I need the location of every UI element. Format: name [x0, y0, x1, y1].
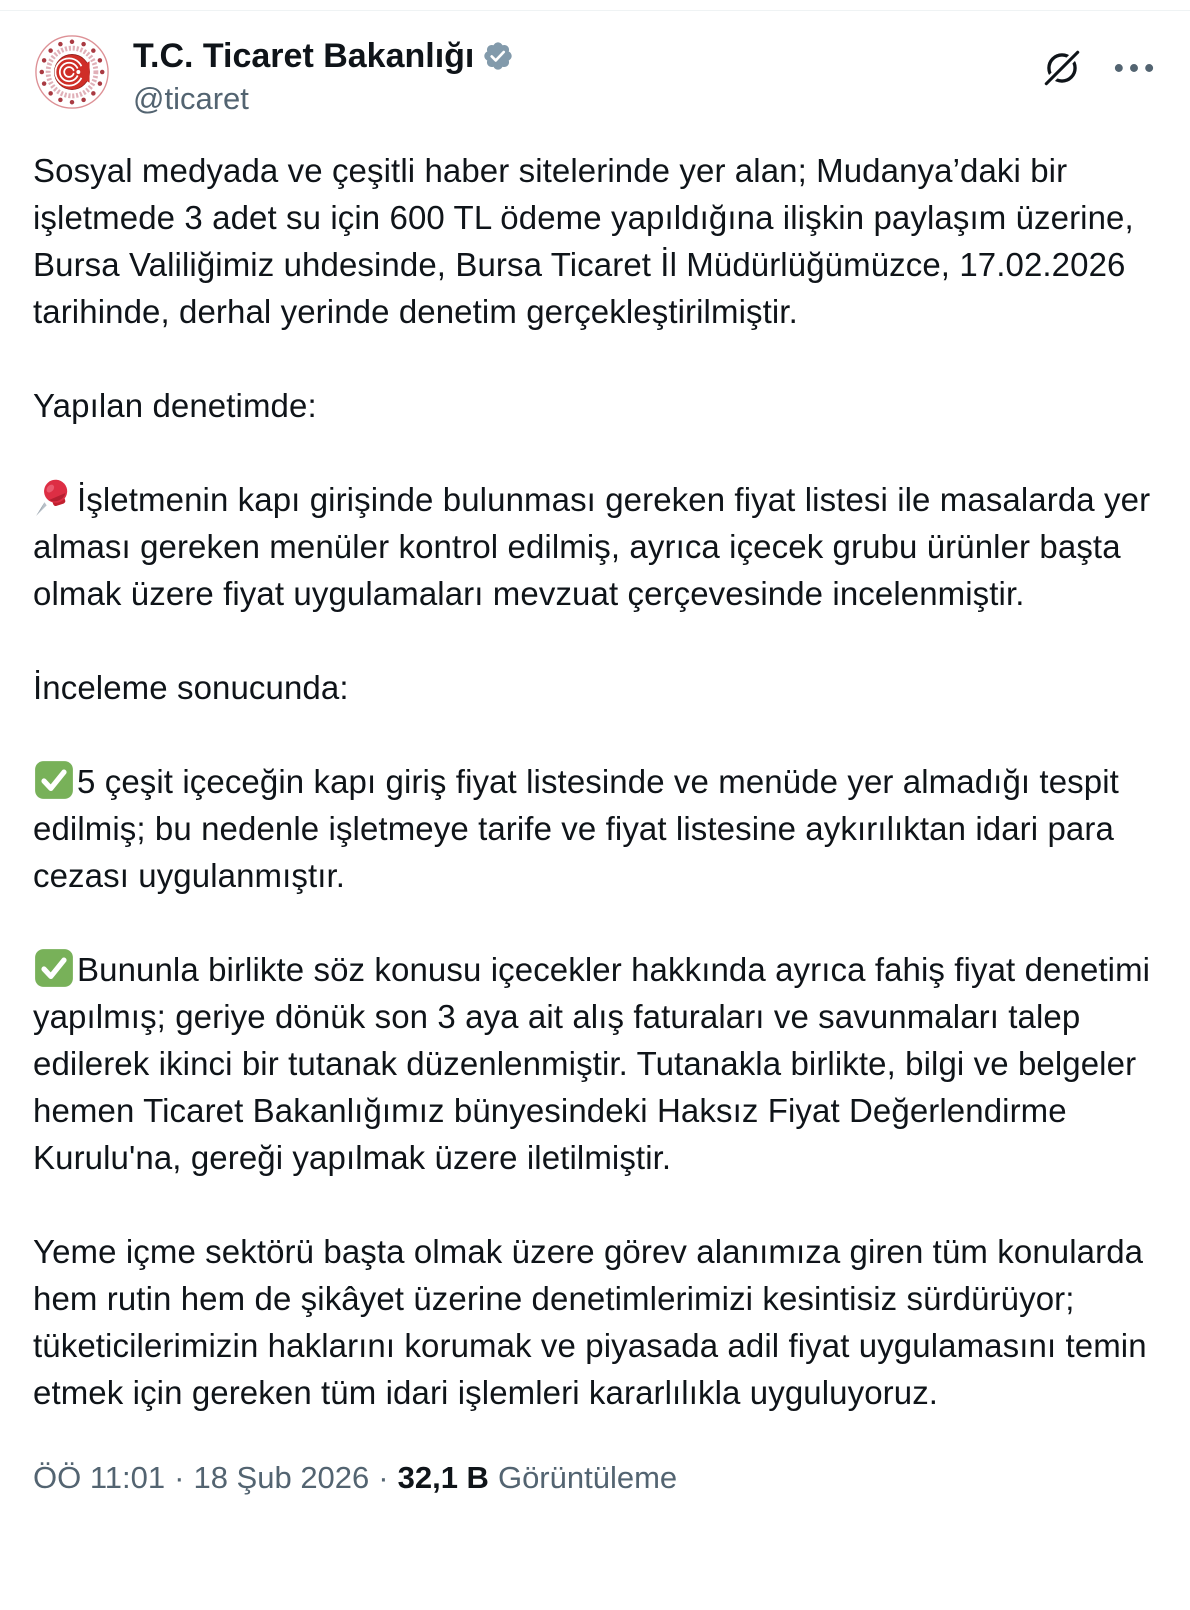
views-count: 32,1 B: [397, 1460, 489, 1495]
post-paragraph-7: [33, 1228, 1157, 1416]
post-paragraph-5: [33, 758, 1157, 899]
post-paragraph-4: [33, 664, 1157, 711]
post-time: ÖÖ 11:01: [33, 1460, 166, 1495]
meta-separator: ·: [174, 1460, 185, 1495]
post-paragraph-3: [33, 476, 1157, 617]
ministry-logo-icon: [33, 33, 111, 111]
ellipsis-icon: [1113, 61, 1155, 75]
display-name[interactable]: T.C. Ticaret Bakanlığı: [133, 37, 475, 75]
post-paragraph-2: [33, 382, 1157, 429]
paragraph-text: 5 çeşit içeceğin kapı giriş fiyat listesinde ve menüde yer almadığı tespit edilmiş; bu nedenle işletmeye tarife ve fiyat listesine aykırılıktan idari para cezası uygulanmıştır.: [33, 763, 1119, 894]
post-paragraph-6: [33, 946, 1157, 1181]
post-paragraph-1: [33, 147, 1157, 335]
views-label: Görüntüleme: [497, 1460, 678, 1495]
avatar[interactable]: [33, 33, 111, 111]
paragraph-text: Yeme içme sektörü başta olmak üzere görev alanımıza giren tüm konularda hem rutin hem de şikâyet üzerine denetimlerimizi kesintisiz sürdürüyor; tüketicilerimizin haklarını korumak ve piyasada adil fiyat uygulamasını temin etmek için gereken tüm idari işlemleri kararlılıkla uyguluyoruz.: [33, 1233, 1147, 1411]
tweet-header: [33, 33, 1157, 119]
grok-icon[interactable]: [1039, 45, 1085, 91]
paragraph-text: Sosyal medyada ve çeşitli haber sitelerinde yer alan; Mudanya’daki bir işletmede 3 adet su için 600 TL ödeme yapıldığına ilişkin paylaşım üzerine, Bursa Valiliğimiz uhdesinde, Bursa Ticaret İl Müdürlüğümüzce, 17.02.2026 tarihinde, derhal yerinde denetim gerçekleştirilmiştir.: [33, 152, 1134, 330]
paragraph-text: Bununla birlikte söz konusu içecekler hakkında ayrıca fahiş fiyat denetimi yapılmış; geriye dönük son 3 aya ait alış faturaları ve savunmaları talep edilerek ikinci bir tutanak düzenlenmiştir. Tutanakla birlikte, bilgi ve belgeler hemen Ticaret Bakanlığımız bünyesindeki Haksız Fiyat Değerlendirme Kurulu'na, gereği yapılmak üzere iletilmiştir.: [33, 951, 1151, 1176]
author-block: [133, 33, 514, 119]
verified-badge-icon[interactable]: [482, 40, 514, 72]
user-handle[interactable]: @ticaret: [133, 81, 249, 116]
more-button[interactable]: [1113, 61, 1155, 75]
post-meta: [33, 1458, 1157, 1498]
tweet-body: [33, 147, 1157, 1416]
check-mark-emoji: [33, 759, 75, 801]
check-mark-emoji: [33, 947, 75, 989]
paragraph-text: Yapılan denetimde:: [33, 387, 317, 424]
post-date: 18 Şub 2026: [193, 1460, 370, 1495]
meta-separator: ·: [378, 1460, 389, 1495]
pushpin-emoji: [33, 477, 75, 519]
paragraph-text: İşletmenin kapı girişinde bulunması gereken fiyat listesi ile masalarda yer alması gereken menüler kontrol edilmiş, ayrıca içecek grubu ürünler başta olmak üzere fiyat uygulamaları mevzuat çerçevesinde incelenmiştir.: [33, 481, 1151, 612]
paragraph-text: İnceleme sonucunda:: [33, 669, 349, 706]
header-actions: [1039, 33, 1157, 91]
tweet-card: [0, 10, 1190, 1538]
